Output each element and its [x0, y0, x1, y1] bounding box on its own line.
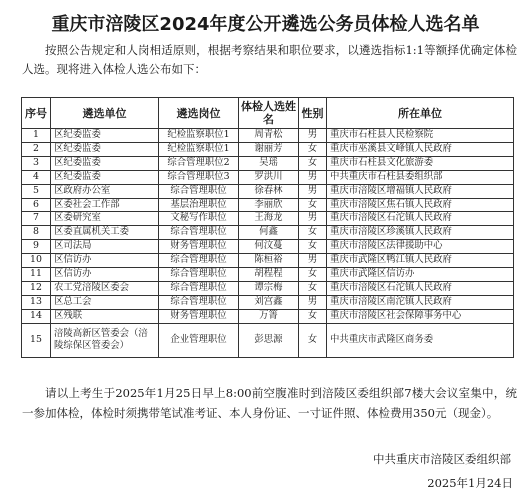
header-name: 体检人选姓名: [239, 98, 299, 129]
cell-unit: 区委研究室: [51, 212, 159, 226]
cell-post: 综合管理职位: [159, 254, 239, 268]
cell-name: 谢丽芳: [239, 142, 299, 156]
cell-post: 综合管理职位: [159, 295, 239, 309]
cell-index: 3: [22, 156, 51, 170]
cell-current-unit: 重庆市涪陵区南沱镇人民政府: [327, 295, 514, 309]
cell-name: 何鑫: [239, 226, 299, 240]
cell-name: 周青松: [239, 129, 299, 143]
cell-current-unit: 重庆市涪陵区社会保障事务中心: [327, 309, 514, 323]
table-row: [22, 323, 514, 357]
cell-unit: 区总工会: [51, 295, 159, 309]
cell-unit: 区信访办: [51, 268, 159, 282]
cell-post: 综合管理职位2: [159, 156, 239, 170]
cell-current-unit: 重庆市涪陵区增福镇人民政府: [327, 184, 514, 198]
header-post: 遴选岗位: [159, 98, 239, 129]
intro-paragraph: 按照公告规定和人岗相适原则，根据考察结果和职位要求，以遴选指标1:1等额择优确定体检人选。现将进入体检人选公布如下：: [22, 43, 517, 76]
cell-name: 万箐: [239, 309, 299, 323]
cell-gender: 男: [299, 129, 327, 143]
cell-unit: 区纪委监委: [51, 129, 159, 143]
header-index: 序号: [22, 98, 51, 129]
cell-index: 12: [22, 281, 51, 295]
table-row: [22, 281, 514, 295]
cell-unit: 区信访办: [51, 254, 159, 268]
cell-name: 徐春林: [239, 184, 299, 198]
cell-post: 综合管理职位: [159, 268, 239, 282]
page-title: 重庆市涪陵区2024年度公开遴选公务员体检人选名单: [51, 14, 480, 35]
cell-gender: 男: [299, 254, 327, 268]
cell-current-unit: 重庆市石柱县人民检察院: [327, 129, 514, 143]
cell-index: 4: [22, 170, 51, 184]
table-row: [22, 156, 514, 170]
cell-current-unit: 重庆市武隆区信访办: [327, 268, 514, 282]
cell-gender: 女: [299, 240, 327, 254]
cell-gender: 男: [299, 184, 327, 198]
cell-index: 8: [22, 226, 51, 240]
cell-index: 7: [22, 212, 51, 226]
cell-post: 纪检监察职位1: [159, 129, 239, 143]
cell-index: 2: [22, 142, 51, 156]
cell-unit: 区政府办公室: [51, 184, 159, 198]
cell-gender: 女: [299, 309, 327, 323]
cell-current-unit: 重庆市涪陵区焦石镇人民政府: [327, 198, 514, 212]
cell-unit: 区司法局: [51, 240, 159, 254]
table-body: [22, 129, 514, 358]
cell-index: 9: [22, 240, 51, 254]
table-row: [22, 254, 514, 268]
table-row: [22, 268, 514, 282]
cell-name: 谭宗梅: [239, 281, 299, 295]
cell-post: 综合管理职位: [159, 184, 239, 198]
cell-index: 15: [22, 323, 51, 357]
cell-unit: 区纪委监委: [51, 156, 159, 170]
cell-current-unit: 重庆市涪陵区石沱镇人民政府: [327, 212, 514, 226]
cell-gender: 女: [299, 268, 327, 282]
cell-index: 14: [22, 309, 51, 323]
cell-post: 基层治理职位: [159, 198, 239, 212]
cell-index: 1: [22, 129, 51, 143]
cell-current-unit: 重庆市武隆区鸭江镇人民政府: [327, 254, 514, 268]
cell-gender: 男: [299, 212, 327, 226]
table-row: [22, 212, 514, 226]
cell-current-unit: 重庆市石柱县文化旅游委: [327, 156, 514, 170]
cell-gender: 女: [299, 156, 327, 170]
cell-post: 纪检监察职位1: [159, 142, 239, 156]
cell-current-unit: 重庆市涪陵区法律援助中心: [327, 240, 514, 254]
candidate-table: [21, 97, 514, 358]
cell-gender: 女: [299, 142, 327, 156]
cell-unit: 农工党涪陵区委会: [51, 281, 159, 295]
table-row: [22, 129, 514, 143]
table-row: [22, 198, 514, 212]
cell-post: 综合管理职位3: [159, 170, 239, 184]
cell-index: 6: [22, 198, 51, 212]
cell-post: 财务管理职位: [159, 309, 239, 323]
header-gender: 性别: [299, 98, 327, 129]
cell-gender: 女: [299, 281, 327, 295]
cell-gender: 女: [299, 198, 327, 212]
cell-current-unit: 中共重庆市石柱县委组织部: [327, 170, 514, 184]
cell-unit: 涪陵高新区管委会（涪陵综保区管委会）: [51, 323, 159, 357]
cell-name: 彭思源: [239, 323, 299, 357]
cell-name: 罗洪川: [239, 170, 299, 184]
cell-gender: 女: [299, 323, 327, 357]
cell-name: 何汶蔓: [239, 240, 299, 254]
table-header-row: [22, 98, 514, 129]
table-row: [22, 309, 514, 323]
table-row: [22, 226, 514, 240]
cell-name: 刘宫鑫: [239, 295, 299, 309]
cell-post: 文秘写作职位: [159, 212, 239, 226]
cell-post: 综合管理职位: [159, 281, 239, 295]
cell-current-unit: 重庆市巫溪县文峰镇人民政府: [327, 142, 514, 156]
cell-name: 李丽欣: [239, 198, 299, 212]
table-row: [22, 240, 514, 254]
cell-gender: 男: [299, 170, 327, 184]
cell-post: 综合管理职位: [159, 226, 239, 240]
cell-unit: 区委直属机关工委: [51, 226, 159, 240]
table-row: [22, 170, 514, 184]
cell-index: 5: [22, 184, 51, 198]
cell-post: 财务管理职位: [159, 240, 239, 254]
cell-index: 10: [22, 254, 51, 268]
cell-unit: 区残联: [51, 309, 159, 323]
cell-current-unit: 重庆市涪陵区珍溪镇人民政府: [327, 226, 514, 240]
table-row: [22, 184, 514, 198]
cell-gender: 女: [299, 226, 327, 240]
header-current-unit: 所在单位: [327, 98, 514, 129]
signature: 中共重庆市涪陵区委组织部: [373, 452, 511, 466]
table-row: [22, 142, 514, 156]
cell-unit: 区委社会工作部: [51, 198, 159, 212]
cell-gender: 男: [299, 295, 327, 309]
closing-paragraph: 请以上考生于2025年1月25日早上8:00前空腹准时到涪陵区委组织部7楼大会议室集中，统一参加体检，体检时须携带笔试准考证、本人身份证、一寸证件照、体检费用350元（现金）。: [22, 386, 517, 420]
table-row: [22, 295, 514, 309]
cell-post: 企业管理职位: [159, 323, 239, 357]
cell-name: 陈桓裕: [239, 254, 299, 268]
cell-index: 13: [22, 295, 51, 309]
cell-name: 吴瑶: [239, 156, 299, 170]
cell-name: 王海龙: [239, 212, 299, 226]
cell-current-unit: 中共重庆市武隆区商务委: [327, 323, 514, 357]
issue-date: 2025年1月24日: [427, 476, 513, 490]
cell-name: 胡程程: [239, 268, 299, 282]
cell-unit: 区纪委监委: [51, 142, 159, 156]
cell-current-unit: 重庆市涪陵区石沱镇人民政府: [327, 281, 514, 295]
cell-index: 11: [22, 268, 51, 282]
header-unit: 遴选单位: [51, 98, 159, 129]
cell-unit: 区纪委监委: [51, 170, 159, 184]
